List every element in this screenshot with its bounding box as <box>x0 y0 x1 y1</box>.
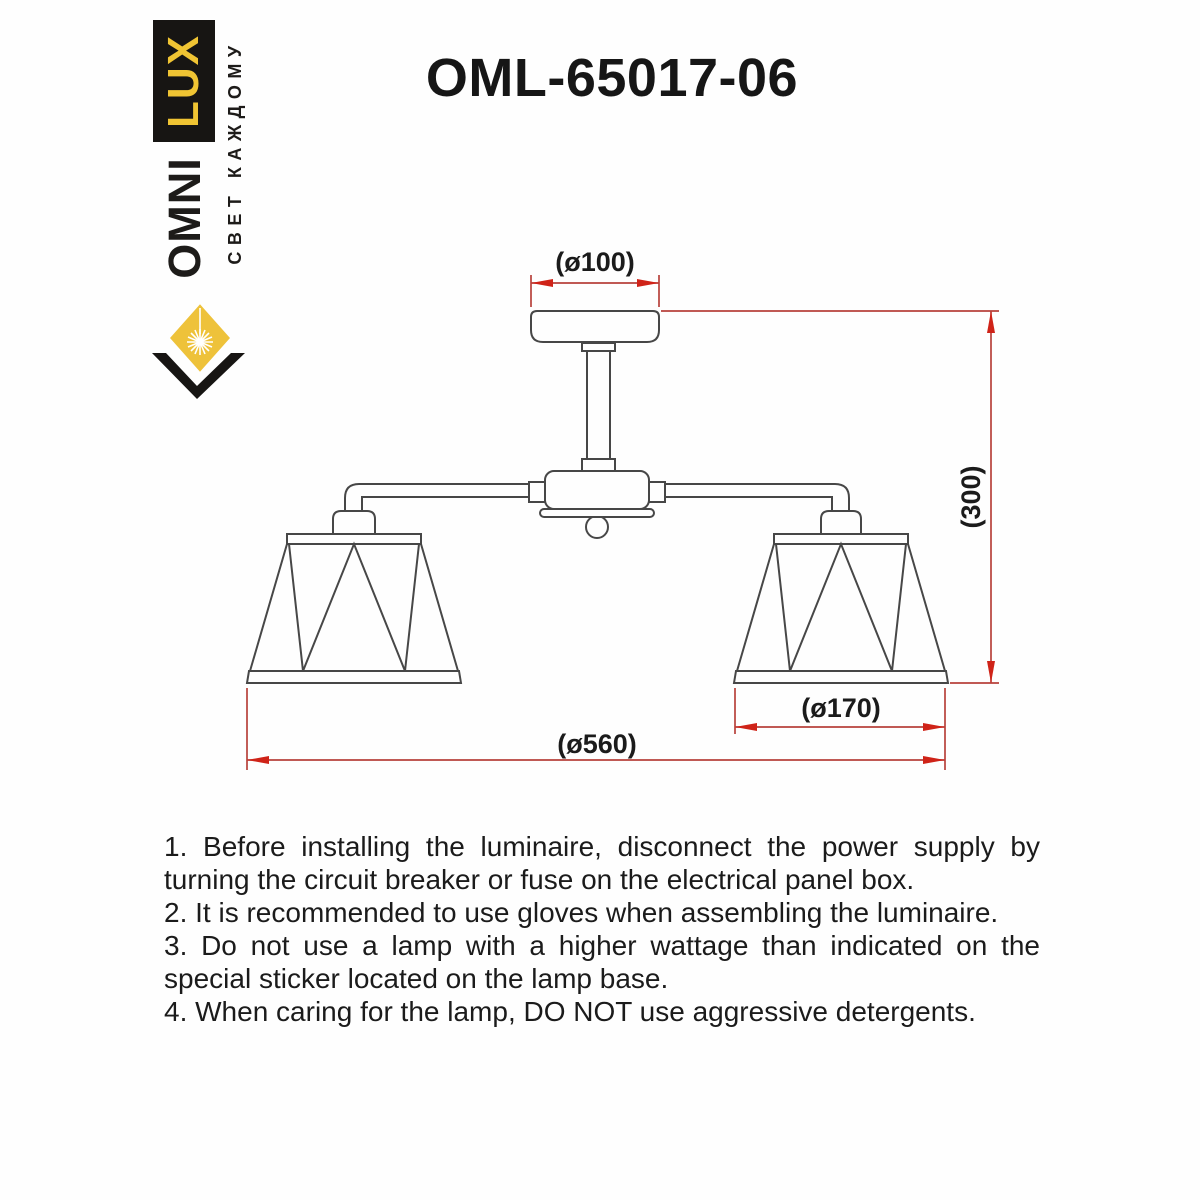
right-socket <box>821 511 861 534</box>
dim-label-canopy-diameter: (ø100) <box>555 247 635 277</box>
left-lampshade <box>247 534 461 683</box>
dim-label-overall-diameter: (ø560) <box>557 729 637 759</box>
down-rod <box>582 343 615 471</box>
model-number-title: OML-65017-06 <box>425 48 799 108</box>
left-socket <box>333 511 375 534</box>
instruction-item: 2. It is recommended to use gloves when assembling the luminaire. <box>164 897 999 928</box>
instruction-item: 1. Before installing the luminaire, disconnect the power supply by turning the circuit breaker or fuse on the electrical panel box. <box>164 831 1040 895</box>
left-arm <box>345 484 531 512</box>
central-hub <box>529 471 665 538</box>
logo-tagline: СВЕТ КАЖДОМУ <box>225 39 245 265</box>
installation-instructions <box>164 830 1040 1028</box>
icon-burst-core <box>197 339 203 345</box>
luminaire-outline <box>247 311 948 683</box>
instruction-item: 3. Do not use a lamp with a higher wattage than indicated on the special sticker located on the lamp base. <box>164 930 1040 994</box>
logo-omni-text: OMNI <box>159 157 210 279</box>
ceiling-canopy <box>531 311 659 342</box>
instruction-item: 4. When caring for the lamp, DO NOT use aggressive detergents. <box>164 996 976 1027</box>
finial-ball <box>586 516 608 538</box>
dim-label-shade-diameter: (ø170) <box>801 693 881 723</box>
omnilux-diamond-icon <box>148 296 252 408</box>
logo-lux-text: LUX <box>159 34 208 128</box>
right-lampshade <box>734 534 948 683</box>
right-arm <box>663 484 849 512</box>
dim-label-height: (300) <box>956 465 986 529</box>
